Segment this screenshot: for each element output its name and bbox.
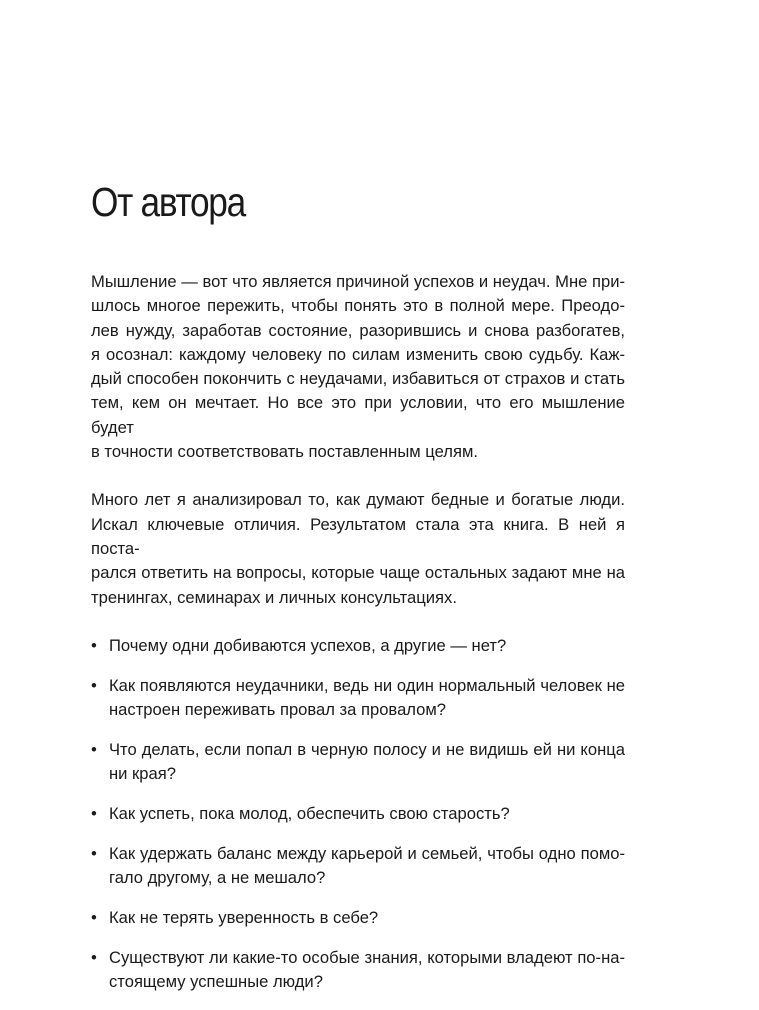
paragraph-line: Мышление — вот что является причиной успехов и неудач. Мне при- [91,272,625,291]
list-item [91,738,625,787]
list-item [91,674,625,723]
bullet-icon: • [91,907,97,927]
bullet-icon: • [91,947,97,967]
bullet-icon: • [91,803,97,823]
paragraph-line: тренингах, семинарах и личных консультациях. [91,587,457,607]
list-item-line: Как появляются неудачники, ведь ни один нормальный человек не [109,675,625,695]
list-item-line: Как успеть, пока молод, обеспечить свою старость? [109,803,510,823]
paragraph-line: тем, кем он мечтает. Но все это при условии, что его мышление будет [91,393,625,437]
list-item [91,802,625,826]
list-item [91,906,625,930]
list-item [91,842,625,891]
bullet-icon: • [91,635,97,655]
list-item-line: Что делать, если попал в черную полосу и не видишь ей ни конца [109,739,625,759]
list-item-line: гало другому, а не мешало? [109,867,326,887]
paragraph-line: рался ответить на вопросы, которые чаще остальных задают мне на [91,563,625,583]
paragraph-line: Искал ключевые отличия. Результатом стала эта книга. В ней я поста- [91,514,625,558]
list-item-line: Существуют ли какие-то особые знания, которыми владеют по-на- [109,947,625,967]
list-item-line: ни края? [109,764,176,784]
bullet-icon: • [91,675,97,695]
list-item-line: Как удержать баланс между карьерой и семьей, чтобы одно помо- [109,843,625,863]
paragraph-line: шлось многое пережить, чтобы понять это в полной мере. Преодо- [91,296,625,316]
bullet-icon: • [91,843,97,863]
paragraph-line: дый способен покончить с неудачами, избавиться от страхов и стать [91,369,625,389]
page-content [91,176,625,1010]
list-item-line: Почему одни добиваются успехов, а другие — нет? [109,635,507,655]
question-list [91,634,625,994]
list-item [91,946,625,995]
bullet-icon: • [91,739,97,759]
paragraph-line: в точности соответствовать поставленным целям. [91,442,478,462]
chapter-title: От автора [91,179,245,225]
list-item-line: Как не терять уверенность в себе? [109,907,379,927]
list-item-line: стоящему успешные люди? [109,971,323,991]
list-item [91,634,625,658]
paragraph-line: я осознал: каждому человеку по силам изменить свою судьбу. Каж- [91,344,625,364]
paragraph-line: Много лет я анализировал то, как думают бедные и богатые люди. [91,490,625,510]
paragraph-line: лев нужду, заработав состояние, разорившись и снова разбогатев, [91,320,625,340]
paragraph-1 [91,270,625,464]
list-item-line: настроен переживать провал за провалом? [109,699,447,719]
paragraph-2 [91,488,625,609]
